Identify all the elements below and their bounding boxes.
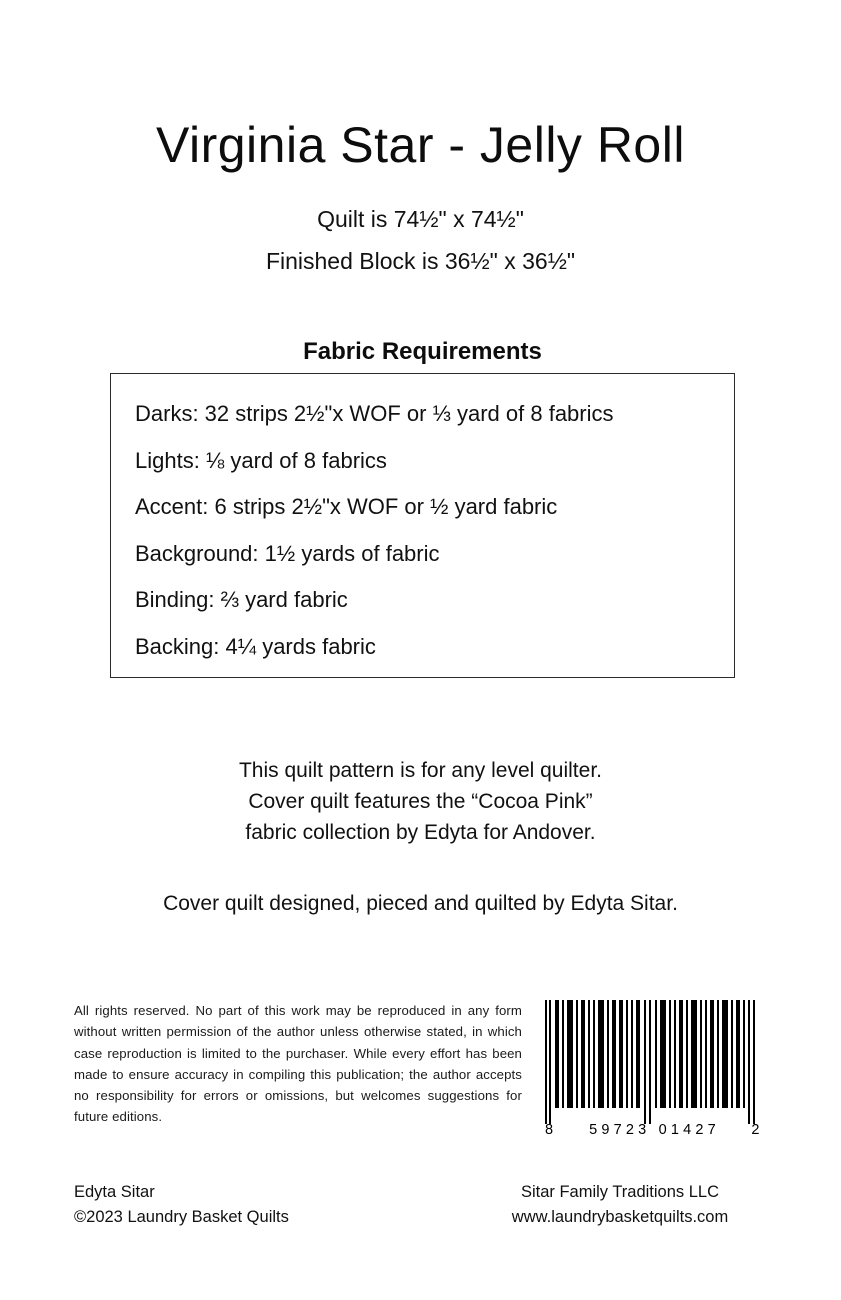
pattern-note-line: fabric collection by Edyta for Andover. [245,821,596,844]
barcode-digits [545,1122,760,1138]
footer-author-name: Edyta Sitar [74,1183,155,1201]
footer-author-block [74,1180,404,1230]
fabric-requirement-item: Backing: 4¼ yards fabric [135,633,376,659]
fabric-requirements-heading: Fabric Requirements [303,338,542,365]
footer-company-block [470,1180,770,1230]
block-size-text: Finished Block is 36½" x 36½" [265,248,576,274]
designer-credit: Cover quilt designed, pieced and quilted by Edyta Sitar. [163,892,678,915]
quilt-size-text: Quilt is 74½" x 74½" [317,206,524,232]
legal-notice: All rights reserved. No part of this work may be reproduced in any form without written permission of the author unless otherwise stated, in which case reproduction is limited to the purchaser. While every effort has been made to ensure accuracy in compiling this publication; the author accepts no responsibility for errors or omissions, but welcomes suggestions for future editions. [74,1003,522,1125]
pattern-note-line: Cover quilt features the “Cocoa Pink” [248,790,593,813]
fabric-requirement-item: Lights: ⅛ yard of 8 fabrics [135,447,387,473]
footer-copyright: ©2023 Laundry Basket Quilts [74,1208,289,1226]
barcode-middle-digits: 59723 01427 [589,1122,720,1138]
fabric-requirement-item: Darks: 32 strips 2½"x WOF or ⅓ yard of 8 fabrics [135,401,614,426]
barcode-left-digit: 8 [545,1122,554,1138]
barcode-right-digit: 2 [751,1122,760,1138]
fabric-requirement-item: Binding: ⅔ yard fabric [135,587,348,612]
fabric-requirement-item: Accent: 6 strips 2½"x WOF or ½ yard fabric [135,494,558,519]
pattern-note-line: This quilt pattern is for any level quilter. [238,759,602,782]
page-title: Virginia Star - Jelly Roll [156,117,685,173]
fabric-requirements-box [110,373,735,678]
fabric-requirement-item: Background: 1½ yards of fabric [135,540,440,566]
footer-company-name: Sitar Family Traditions LLC [520,1183,720,1201]
barcode-bars [545,1000,760,1124]
footer-website: www.laundrybasketquilts.com [511,1208,729,1226]
pattern-notes [0,755,841,848]
